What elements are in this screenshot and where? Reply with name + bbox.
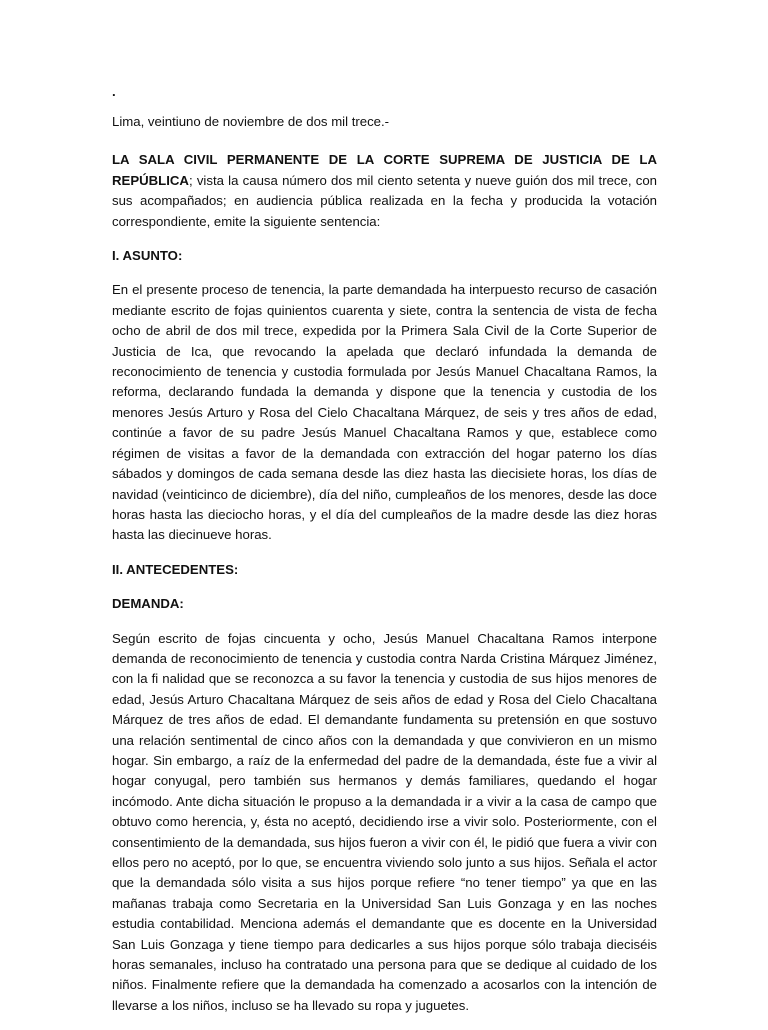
asunto-paragraph: En el presente proceso de tenencia, la parte demandada ha interpuesto recurso de casación mediante escrito de fojas quinientos cuarenta y siete, contra la sentencia de vista de fecha ocho de abril de dos mil trece, expedida por la Primera Sala Civil de la Corte Superior de Justicia de Ica, que revocando la apelada que declaró infundada la demanda de reconocimiento de tenencia y custodia formulada por Jesús Manuel Chacaltana Ramos, la reforma, declarando fundada la demanda y dispone que la tenencia y custodia de los menores Jesús Arturo y Rosa del Cielo Chacaltana Márquez, de seis y tres años de edad, continúe a favor de su padre Jesús Manuel Chacaltana Ramos y que, establece como régimen de visitas a favor de la demandada con extracción del hogar paterno los días sábados y domingos de cada semana desde las diez hasta las diecisiete horas, los días de navidad (veinticinco de diciembre), día del niño, cumpleaños de los menores, desde las doce horas hasta las dieciocho horas, y el día del cumpleaños de la madre desde las diez horas hasta las diecinueve horas. — [112, 282, 657, 543]
document-page — [112, 82, 657, 1030]
court-name: LA SALA CIVIL PERMANENTE DE LA CORTE SUPREMA DE JUSTICIA DE LA REPÚBLICA — [112, 152, 657, 188]
intro-text: ; vista la causa número dos mil ciento setenta y nueve guión dos mil trece, con sus acompañados; en audiencia pública realizada en la fecha y producida la votación correspondiente, emite la siguiente sentencia: — [112, 172, 657, 229]
date-line: Lima, veintiuno de noviembre de dos mil trece.- — [112, 114, 390, 129]
demanda-paragraph: Según escrito de fojas cincuenta y ocho, Jesús Manuel Chacaltana Ramos interpone demanda de reconocimiento de tenencia y custodia contra Narda Cristina Márquez Jiménez, con la fi nalidad que se reconozca a su favor la tenencia y custodia de sus hijos menores de edad, Jesús Arturo Chacaltana Márquez de seis años de edad y Rosa del Cielo Chacaltana Márquez de tres años de edad. El demandante fundamenta su pretensión en que sostuvo una relación sentimental de cinco años con la demandada y que convivieron en un mismo hogar. Sin embargo, a raíz de la enfermedad del padre de la demandada, éste fue a vivir al hogar conyugal, pero también sus hermanos y demás familiares, quedando el hogar incómodo. Ante dicha situación le propuso a la demandada ir a vivir a la casa de campo que obtuvo como herencia, y, ésta no aceptó, decidiendo irse a vivir solo. Posteriormente, con el consentimiento de la demandada, sus hijos fueron a vivir con él, le pidió que fuera a vivir con ellos pero no aceptó, por lo que, se encuentra viviendo solo junto a sus hijos. Señala el actor que la demandada sólo visita a sus hijos porque refiere “no tener tiempo” ya que en las mañanas trabaja como Secretaria en la Universidad San Luis Gonzaga y en las noches estudia contabilidad. Menciona además el demandante que es docente en la Universidad San Luis Gonzaga y tiene tiempo para dedicarles a sus hijos porque sólo trabaja dieciséis horas semanales, incluso ha contratado una persona para que se dedique al cuidado de los niños. Finalmente refiere que la demandada ha comenzado a acosarlos con la intención de llevarse a los niños, incluso se ha llevado su ropa y juguetes. — [112, 630, 657, 1013]
intro-paragraph — [112, 150, 657, 232]
section-heading-antecedentes: II. ANTECEDENTES: — [112, 561, 239, 577]
section-heading-asunto: I. ASUNTO: — [112, 248, 183, 264]
subsection-heading-demanda: DEMANDA: — [112, 596, 184, 612]
leading-dot: . — [112, 84, 116, 99]
